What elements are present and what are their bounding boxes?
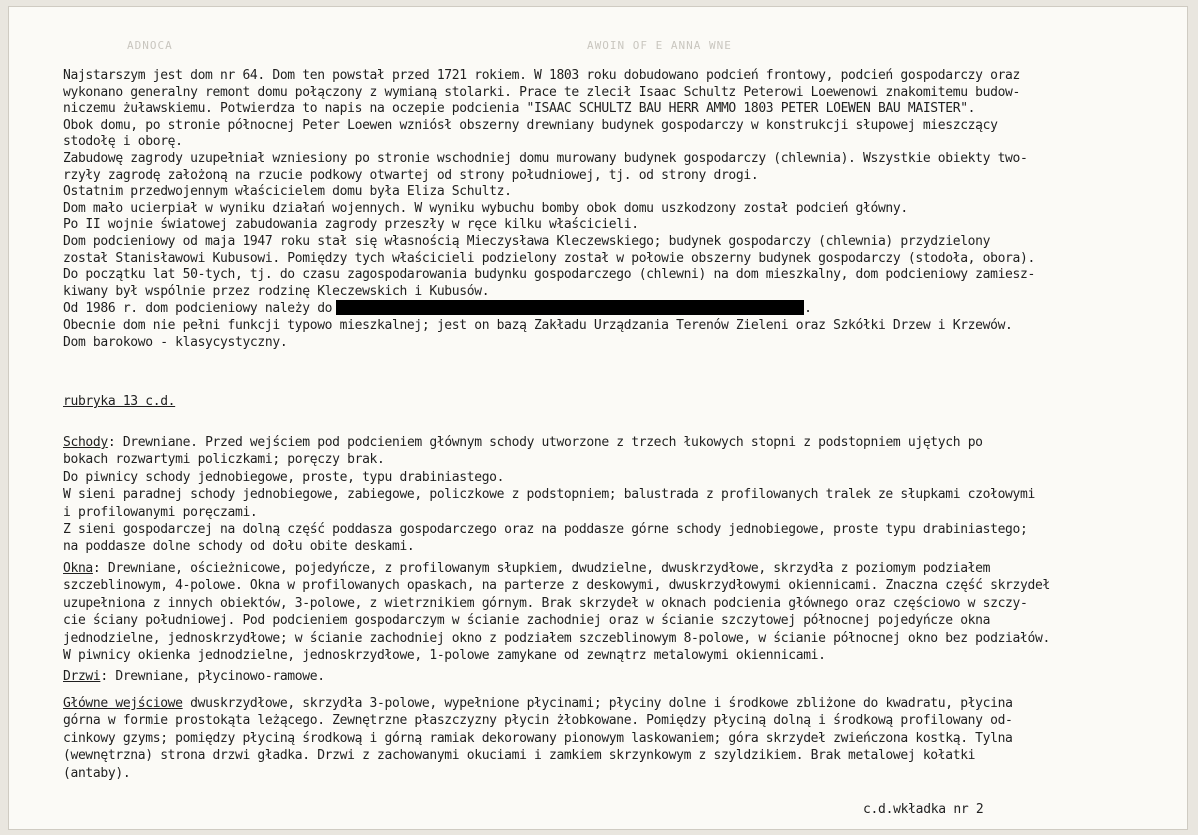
schody-first-text: : Drewniane. Przed wejściem pod podcieniem głównym schody utworzone z trzech łukowych stopni z podstopniem ujętych po — [107, 435, 983, 450]
text-line: W piwnicy okienka jednodzielne, jednoskrzydłowe, 1-polowe zamykane od zewnątrz metalowymi okiennicami. — [63, 648, 826, 664]
text-line: na poddasze dolne schody od dołu obite deskami. — [63, 539, 415, 555]
glowne-first-line — [63, 695, 1153, 712]
text-line: górna w formie prostokąta leżącego. Zewnętrzne płaszczyzny płycin żłobkowane. Pomiędzy płyciną dolną i środkową profilowany od- — [63, 713, 1013, 729]
schody-section — [63, 434, 1153, 556]
okna-label: Okna — [63, 561, 93, 576]
text-line: niczemu żuławskiemu. Potwierdza to napis na oczepie podcienia "ISAAC SCHULTZ BAU HERR AMMO 1803 PETER LOEWEN BAU MAISTER". — [63, 101, 976, 117]
drzwi-label: Drzwi — [63, 669, 101, 684]
okna-first-line — [63, 560, 1153, 577]
text-line: (antaby). — [63, 765, 131, 781]
text-line: uzupełniona z innych obiektów, 3-polowe, z wietrznikiem górnym. Brak skrzydeł w oknach podcienia głównego oraz częściowo w szczy- — [63, 595, 1028, 611]
text-line: bokach rozwartymi policzkami; poręczy brak. — [63, 452, 385, 468]
text-line: Dom mało ucierpiał w wyniku działań wojennych. W wyniku wybuchu bomby obok domu uszkodzony został podcień główny. — [63, 200, 908, 216]
text-line: Po II wojnie światowej zabudowania zagrody przeszły w ręce kilku właścicieli. — [63, 217, 639, 233]
drzwi-text: : Drewniane, płycinowo-ramowe. — [100, 669, 325, 684]
text-line: Obecnie dom nie pełni funkcji typowo mieszkalnej; jest on bazą Zakładu Urządzania Terenów Zieleni oraz Szkółki Drzew i Krzewów. — [63, 317, 1013, 333]
schody-label: Schody — [63, 435, 108, 450]
text-line: Ostatnim przedwojennym właścicielem domu była Eliza Schultz. — [63, 184, 512, 200]
text-line: Obok domu, po stronie północnej Peter Loewen wzniósł obszerny drewniany budynek gospodarczy w konstrukcji słupowej mieszczący — [63, 117, 998, 133]
history-section — [63, 68, 1153, 351]
text-line: szczeblinowym, 4-polowe. Okna w profilowanych opaskach, na parterze z deskowymi, dwuskrzydłowymi okiennicami. Znaczna część skrzydeł — [63, 578, 1050, 594]
footer-note: c.d.wkładka nr 2 — [863, 802, 984, 817]
text-line: rzyły zagrodę założoną na rzucie podkowy otwartej od strony południowej, tj. od strony drogi. — [63, 167, 759, 183]
text-line: W sieni paradnej schody jednobiegowe, zabiegowe, policzkowe z podstopniem; balustrada z profilowanych tralek ze słupkami czołowymi — [63, 487, 1035, 503]
text-line: stodołę i oborę. — [63, 134, 183, 150]
text-line: Do piwnicy schody jednobiegowe, proste, typu drabiniastego. — [63, 469, 505, 485]
schody-first-line — [63, 434, 1153, 451]
text-line: Dom barokowo - klasycystyczny. — [63, 334, 288, 350]
text-line: Do początku lat 50-tych, tj. do czasu zagospodarowania budynku gospodarczego (chlewni) na dom mieszkalny, dom podcieniowy zamiesz- — [63, 267, 1035, 283]
text-line: kiwany był wspólnie przez rodzinę Kleczewskich i Kubusów. — [63, 283, 490, 299]
rubryka-section — [63, 393, 1153, 410]
drzwi-section — [63, 668, 1153, 685]
okna-section — [63, 560, 1153, 664]
text-line: Zabudowę zagrody uzupełniał wzniesiony po stronie wschodniej domu murowany budynek gospodarczy (chlewnia). Wszystkie obiekty two- — [63, 150, 1028, 166]
ownership-text: Od 1986 r. dom podcieniowy należy do — [63, 301, 333, 317]
text-line: wykonano generalny remont domu połączony z wymianą stolarki. Prace te zlecił Isaac Schultz Peterowi Loewenowi znakomitemu budow- — [63, 84, 1021, 100]
document-page — [8, 6, 1188, 830]
text-line: Najstarszym jest dom nr 64. Dom ten powstał przed 1721 rokiem. W 1803 roku dobudowano podcień frontowy, podcień gospodarczy oraz — [63, 68, 1021, 83]
glowne-section — [63, 695, 1153, 782]
ownership-end: . — [804, 301, 812, 317]
glowne-label: Główne wejściowe — [63, 696, 183, 711]
text-line: Z sieni gospodarczej na dolną część poddasza gospodarczego oraz na poddasze górne schody jednobiegowe, proste typu drabiniastego; — [63, 522, 1028, 538]
text-line: został Stanisławowi Kubusowi. Pomiędzy tych właścicieli podzielony został w połowie obszerny budynek gospodarczy (stodoła, obora). — [63, 250, 1035, 266]
text-line: cie ściany południowej. Pod podcieniem gospodarczym w ścianie zachodniej oraz w ścianie szczytowej północnej pojedyńcze okna — [63, 613, 991, 629]
okna-first-text: : Drewniane, ościeżnicowe, pojedyńcze, z profilowanym słupkiem, dwudzielne, dwuskrzydłowe, skrzydła z poziomym podziałem — [92, 561, 991, 576]
text-line: Dom podcieniowy od maja 1947 roku stał się własnością Mieczysława Kleczewskiego; budynek gospodarczy (chlewnia) przydzielony — [63, 233, 991, 249]
redaction-bar — [336, 300, 804, 315]
ownership-line — [63, 300, 1153, 318]
faded-header-left: ADNOCA — [127, 39, 173, 52]
section-heading — [63, 393, 1153, 410]
drzwi-line — [63, 668, 1153, 685]
rubryka-heading: rubryka 13 c.d. — [63, 394, 176, 409]
text-line: cinkowy gzyms; pomiędzy płyciną środkową i górną ramiak dekorowany pionowym laskowaniem; góra skrzydeł zwieńczona kostką. Tylna — [63, 730, 1013, 746]
faded-header-center: AWOIN OF E ANNA WNE — [587, 39, 732, 52]
glowne-first-text: dwuskrzydłowe, skrzydła 3-polowe, wypełnione płycinami; płyciny dolne i środkowe zbliżone do kwadratu, płycina — [182, 696, 1013, 711]
text-line: i profilowanymi poręczami. — [63, 504, 258, 520]
text-line: jednodzielne, jednoskrzydłowe; w ścianie zachodniej okno z podziałem szczeblinowym 8-polowe, w ścianie północnej okno bez podziałów. — [63, 630, 1050, 646]
text-line: (wewnętrzna) strona drzwi gładka. Drzwi z zachowanymi okuciami i zamkiem skrzynkowym z szyldzikiem. Brak metalowej kołatki — [63, 748, 976, 764]
